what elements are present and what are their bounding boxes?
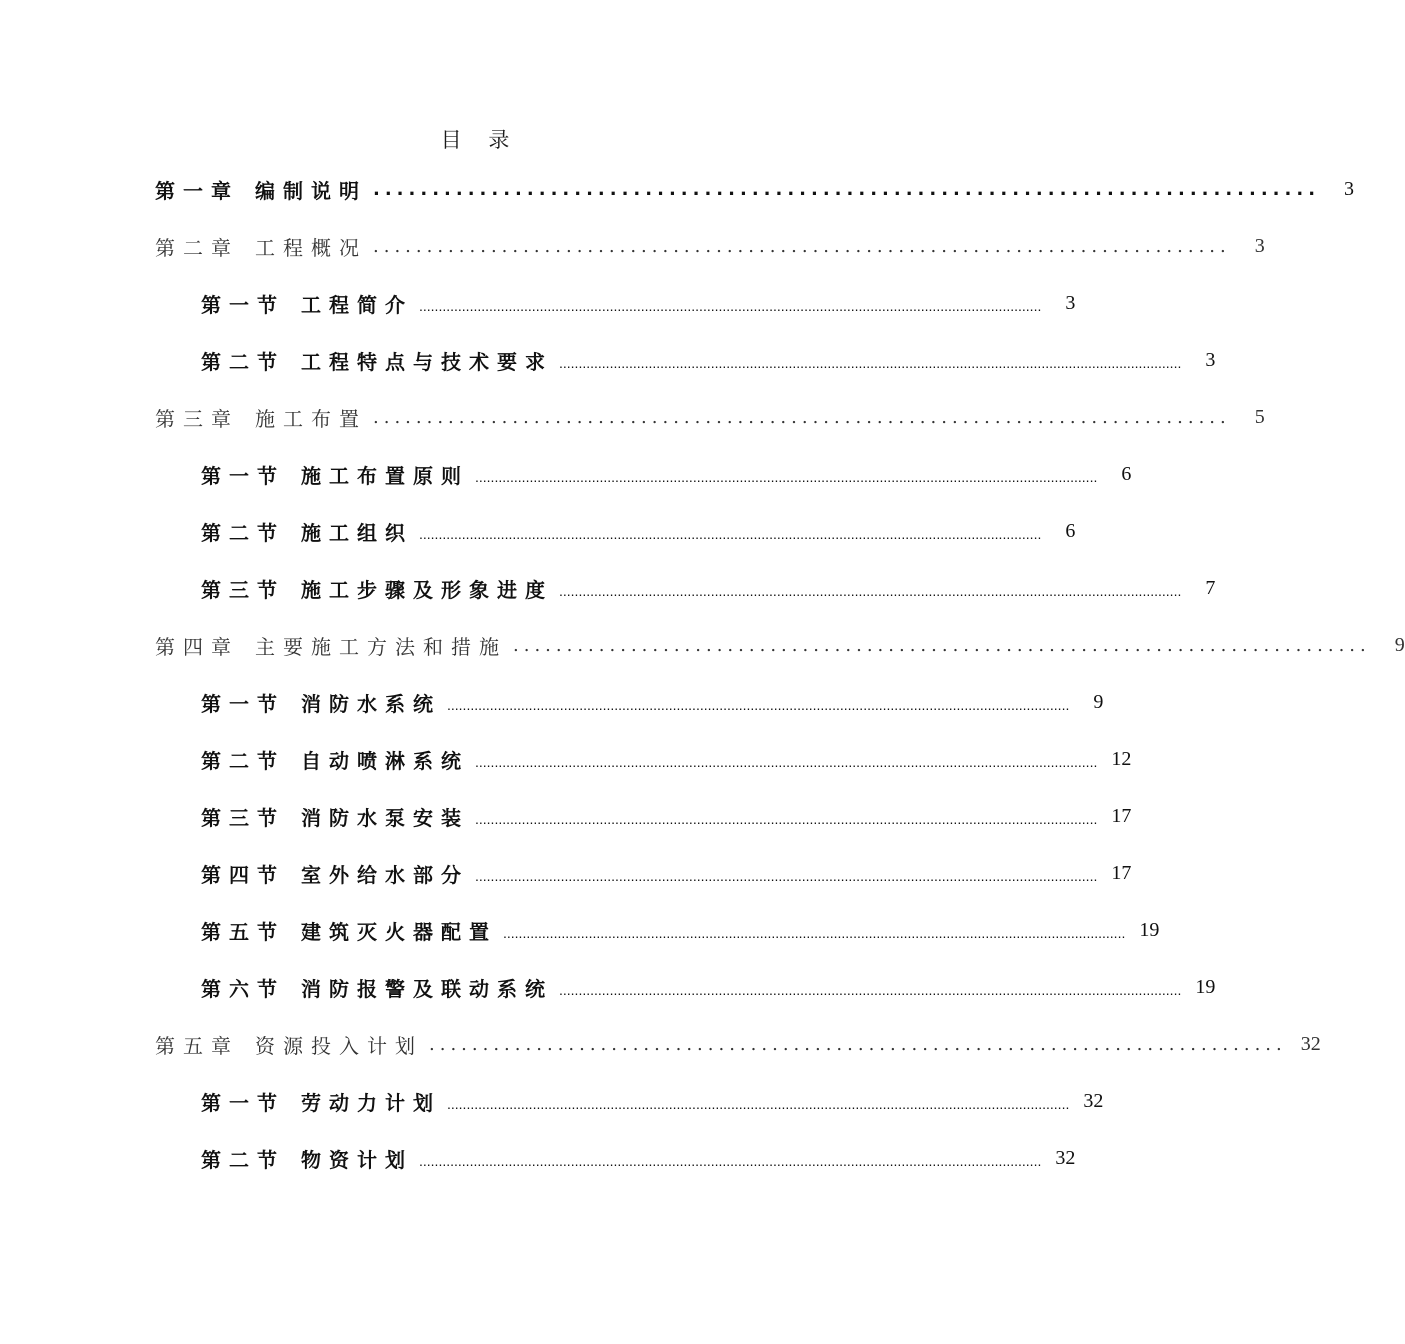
toc-entry-label — [201, 1087, 441, 1116]
toc-entry-label — [201, 973, 553, 1002]
toc-entry-title: 室外给水部分 — [301, 862, 469, 887]
dot-leader: ................................................................................................................................................................ — [475, 754, 1098, 770]
toc-section-entry[interactable] — [201, 964, 1216, 1010]
toc-entry-label — [201, 859, 469, 888]
toc-entry-page-number: 3 — [1254, 234, 1265, 257]
toc-chapter-entry[interactable] — [155, 394, 1265, 440]
toc-entry-number: 第一节 — [201, 463, 285, 488]
toc-entry-number: 第六节 — [201, 976, 285, 1001]
toc-entry-page-number: 3 — [1065, 291, 1076, 314]
toc-section-entry[interactable] — [201, 280, 1076, 326]
dot-leader: ................................................................................................................................................................ — [559, 583, 1182, 599]
toc-entry-page-number: 9 — [1093, 690, 1104, 713]
toc-section-entry[interactable] — [201, 508, 1076, 554]
toc-entry-number: 第四节 — [201, 862, 285, 887]
toc-entry-label — [201, 346, 553, 375]
toc-entry-page-number: 3 — [1205, 348, 1216, 371]
toc-entry-title: 施工步骤及形象进度 — [301, 577, 553, 602]
toc-section-entry[interactable] — [201, 1078, 1104, 1124]
toc-entry-number: 第三章 — [155, 406, 239, 431]
toc-entry-label — [201, 517, 413, 546]
toc-entry-title: 消防报警及联动系统 — [301, 976, 553, 1001]
dot-leader: ................................................................................................................................................................ — [419, 1153, 1042, 1169]
toc-entry-label — [201, 916, 497, 945]
toc-entry-label — [201, 574, 553, 603]
toc-entry-number: 第五章 — [155, 1033, 239, 1058]
toc-entry-number: 第二节 — [201, 748, 285, 773]
toc-entry-page-number: 17 — [1111, 804, 1132, 827]
toc-entry-label — [155, 403, 367, 432]
toc-entry-label — [201, 688, 441, 717]
toc-entry-page-number: 32 — [1083, 1089, 1104, 1112]
toc-entry-label — [155, 175, 367, 204]
toc-section-entry[interactable] — [201, 793, 1132, 839]
toc-entry-number: 第二节 — [201, 1147, 285, 1172]
toc-entry-title: 消防水系统 — [301, 691, 441, 716]
toc-entry-title: 物资计划 — [301, 1147, 413, 1172]
toc-section-entry[interactable] — [201, 850, 1132, 896]
toc-chapter-entry[interactable] — [155, 1021, 1321, 1067]
toc-section-entry[interactable] — [201, 736, 1132, 782]
toc-section-entry[interactable] — [201, 679, 1104, 725]
dot-leader: ................................................................................................................................................................ — [475, 868, 1098, 884]
toc-entry-label — [155, 232, 367, 261]
toc-section-entry[interactable] — [201, 907, 1160, 953]
toc-entry-title: 施工布置 — [255, 406, 367, 431]
toc-entry-label — [201, 289, 413, 318]
toc-section-entry[interactable] — [201, 1135, 1076, 1181]
toc-entry-page-number: 5 — [1254, 405, 1265, 428]
toc-entry-number: 第二节 — [201, 349, 285, 374]
toc-entry-title: 建筑灭火器配置 — [301, 919, 497, 944]
toc-entry-number: 第五节 — [201, 919, 285, 944]
toc-entry-title: 施工布置原则 — [301, 463, 469, 488]
toc-entry-page-number: 17 — [1111, 861, 1132, 884]
dot-leader: ................................................................................................................................................................ — [447, 697, 1070, 713]
toc-title: 目 录 — [440, 128, 520, 152]
toc-entry-page-number: 7 — [1205, 576, 1216, 599]
toc-chapter-entry[interactable] — [155, 622, 1405, 668]
toc-chapter-entry[interactable] — [155, 166, 1355, 212]
toc-entry-label — [155, 631, 507, 660]
toc-entry-title: 工程特点与技术要求 — [301, 349, 553, 374]
toc-entry-title: 工程概况 — [255, 235, 367, 260]
toc-entry-page-number: 6 — [1065, 519, 1076, 542]
toc-entry-label — [155, 1030, 423, 1059]
toc-entry-page-number: 9 — [1394, 633, 1405, 656]
toc-entry-page-number: 6 — [1121, 462, 1132, 485]
toc-entry-title: 资源投入计划 — [255, 1033, 423, 1058]
dot-leader: ................................................................................ — [373, 406, 1231, 428]
toc-entry-page-number: 19 — [1139, 918, 1160, 941]
toc-entry-number: 第一节 — [201, 1090, 285, 1115]
toc-entry-number: 第三节 — [201, 577, 285, 602]
toc-entry-number: 第一节 — [201, 691, 285, 716]
toc-entry-number: 第四章 — [155, 634, 239, 659]
dot-leader: ................................................................................................................................................................ — [419, 526, 1042, 542]
toc-entry-number: 第三节 — [201, 805, 285, 830]
toc-section-entry[interactable] — [201, 451, 1132, 497]
toc-entry-page-number: 32 — [1300, 1032, 1321, 1055]
dot-leader: ................................................................................................................................................................ — [475, 811, 1098, 827]
toc-entry-page-number: 32 — [1055, 1146, 1076, 1169]
dot-leader: ................................................................................................................................................................ — [475, 469, 1098, 485]
toc-entry-number: 第二节 — [201, 520, 285, 545]
toc-entry-label — [201, 745, 469, 774]
dot-leader: ................................................................................................................................................................ — [559, 982, 1182, 998]
toc-entry-page-number: 3 — [1344, 177, 1355, 200]
toc-entry-title: 劳动力计划 — [301, 1090, 441, 1115]
toc-entry-title: 施工组织 — [301, 520, 413, 545]
toc-entry-number: 第一章 — [155, 178, 239, 203]
dot-leader: ................................................................................................................................................................ — [447, 1096, 1070, 1112]
toc-chapter-entry[interactable] — [155, 223, 1265, 269]
toc-entry-label — [201, 1144, 413, 1173]
toc-entry-number: 第一节 — [201, 292, 285, 317]
dot-leader: ................................................................................................................................................................ — [559, 355, 1182, 371]
toc-entry-number: 第二章 — [155, 235, 239, 260]
dot-leader: ................................................................................................................................................................ — [419, 298, 1042, 314]
toc-entry-page-number: 19 — [1195, 975, 1216, 998]
toc-entry-title: 主要施工方法和措施 — [255, 634, 507, 659]
toc-entry-title: 自动喷淋系统 — [301, 748, 469, 773]
toc-entry-label — [201, 460, 469, 489]
dot-leader: ................................................................................................................................................................ — [503, 925, 1126, 941]
toc-section-entry[interactable] — [201, 337, 1216, 383]
toc-section-entry[interactable] — [201, 565, 1216, 611]
toc-entry-title: 编制说明 — [255, 178, 367, 203]
toc-entry-title: 工程简介 — [301, 292, 413, 317]
toc-entry-label — [201, 802, 469, 831]
dot-leader: ................................................................................ — [513, 634, 1371, 656]
toc-entry-page-number: 12 — [1111, 747, 1132, 770]
toc-entry-title: 消防水泵安装 — [301, 805, 469, 830]
dot-leader: ................................................................................ — [373, 235, 1231, 257]
dot-leader: ................................................................................ — [429, 1033, 1287, 1055]
dot-leader: ................................................................................ — [373, 178, 1321, 200]
